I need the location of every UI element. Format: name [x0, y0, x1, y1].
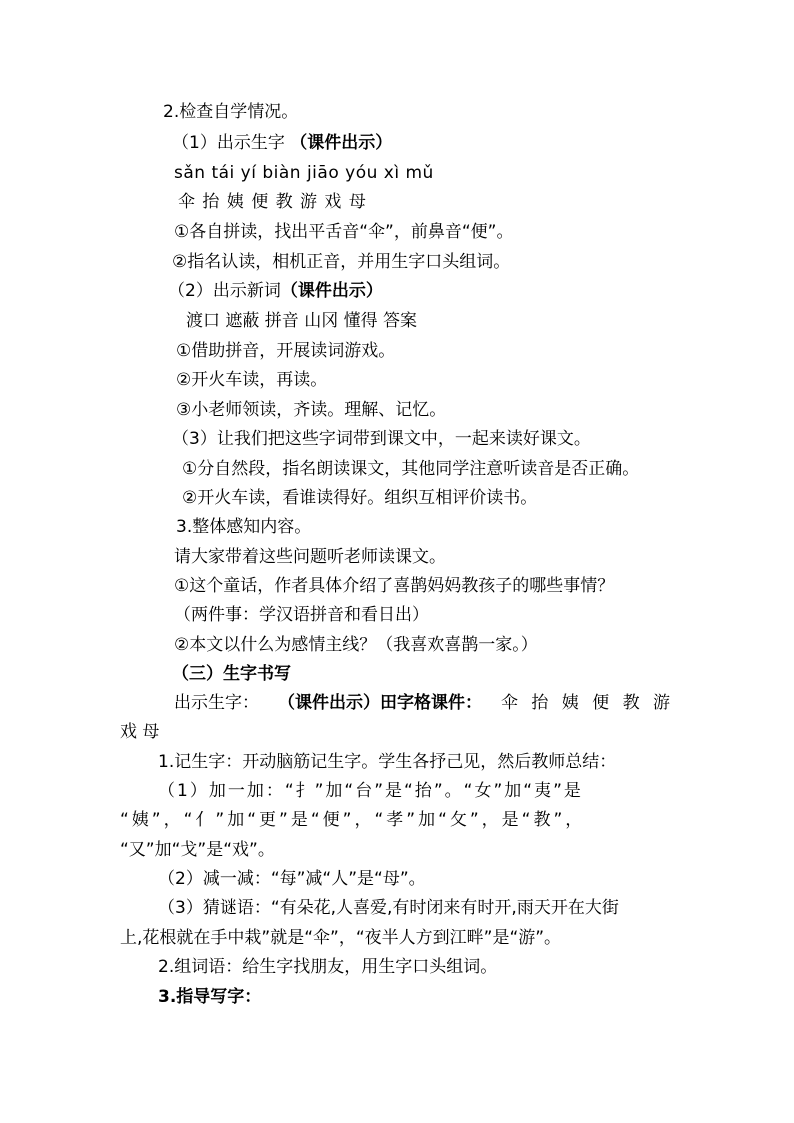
step-label: （2）出示新词 [168, 281, 281, 301]
list-item: ②指名认读，相机正音，并用生字口头组词。 [172, 252, 511, 272]
list-item: ②开火车读，看谁读得好。组织互相评价读书。 [182, 488, 538, 508]
courseware-note: （课件出示）田字格课件： [277, 693, 482, 713]
method-riddle-continued: 上,花根就在手中栽”就是“伞”，“夜半人方到江畔”是“游”。 [120, 928, 562, 948]
method-add-continued: “又”加“戈”是“戏”。 [120, 840, 275, 860]
list-item: ①借助拼音，开展读词游戏。 [176, 341, 396, 361]
step-read-text: （3）让我们把这些字词带到课文中，一起来读好课文。 [172, 429, 591, 449]
list-item: ①这个童话，作者具体介绍了喜鹊妈妈教孩子的哪些事情？ [174, 576, 615, 596]
list-item: ②本文以什么为感情主线？（我喜欢喜鹊一家。） [174, 635, 538, 655]
step-form-words: 2.组词语：给生字找朋友，用生字口头组词。 [158, 957, 498, 977]
list-item: ①分自然段，指名朗读课文，其他同学注意听读音是否正确。 [182, 459, 640, 479]
section-heading-character-writing: （三）生字书写 [172, 664, 291, 684]
method-add: （1）加一加：“扌”加“台”是“抬”。“女”加“夷”是 [158, 781, 583, 801]
list-item: ②开火车读，再读。 [176, 370, 328, 390]
list-item: ①各自拼读，找出平舌音“伞”，前鼻音“便”。 [174, 222, 514, 242]
method-add-continued: “姨”，“亻”加“更”是“便”，“孝”加“攵”，是“教”， [120, 810, 586, 830]
method-subtract: （2）减一减：“每”减“人”是“母”。 [158, 869, 426, 889]
courseware-note: （课件出示） [290, 133, 393, 153]
list-item: ③小老师领读，齐读。理解、记忆。 [176, 400, 447, 420]
step-label: （1）出示生字 [172, 133, 291, 153]
section-overall-perception: 3.整体感知内容。 [176, 517, 312, 537]
courseware-note: （课件出示） [280, 281, 383, 301]
step-show-words [168, 279, 383, 303]
step-guide-writing: 3.指导写字： [158, 987, 262, 1007]
step-remember-characters: 1.记生字：开动脑筋记生字。学生各抒己见，然后教师总结： [158, 752, 617, 772]
character-row: 伞 抬 姨 便 教 游 戏 母 [178, 192, 367, 212]
character-list-continued: 戏 母 [120, 722, 160, 742]
section-check-self-study: 2.检查自学情况。 [163, 102, 299, 122]
word-row: 渡口 遮蔽 拼音 山冈 懂得 答案 [186, 311, 418, 331]
paragraph: 请大家带着这些问题听老师读课文。 [174, 547, 446, 567]
character-list: 伞 抬 姨 便 教 游 [500, 693, 674, 713]
show-characters-line [174, 691, 674, 715]
line-label: 出示生字： [174, 693, 259, 713]
step-show-characters [172, 131, 392, 155]
method-riddle: （3）猜谜语：“有朵花,人喜爱,有时闭来有时开,雨天开在大街 [158, 898, 619, 918]
answer-note: （两件事：学汉语拼音和看日出） [174, 605, 429, 625]
pinyin-row: sǎn tái yí biàn jiāo yóu xì mǔ [174, 163, 434, 183]
